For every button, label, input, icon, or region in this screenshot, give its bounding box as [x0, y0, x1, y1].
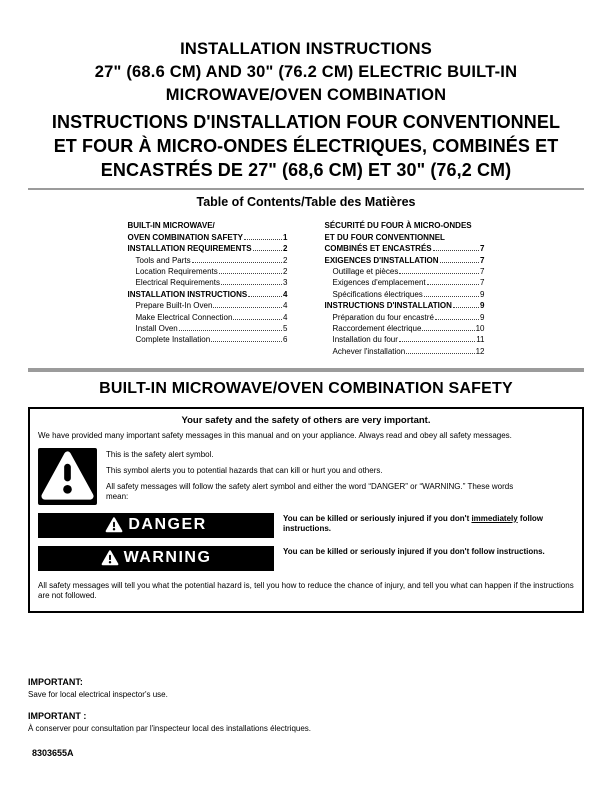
toc-entry-label: Location Requirements: [135, 266, 218, 276]
toc-entry-label: SÉCURITÉ DU FOUR À MICRO-ONDES: [324, 221, 472, 231]
toc-dot-leader: [211, 341, 282, 342]
toc-entry-page: 11: [476, 335, 485, 345]
title-english-line: INSTALLATION INSTRUCTIONS: [180, 40, 432, 58]
toc-entry-page: 12: [475, 346, 485, 356]
toc-entry: [128, 310, 288, 321]
toc-entry-label: Spécifications électriques: [332, 289, 423, 299]
toc-entry-label: INSTRUCTIONS D'INSTALLATION: [324, 301, 452, 311]
warning-triangle-icon: [101, 550, 119, 566]
toc-entry: [325, 265, 485, 276]
toc-entry-label: ET DU FOUR CONVENTIONNEL: [324, 232, 445, 242]
toc-entry: [325, 230, 485, 241]
toc-entry: [325, 219, 485, 230]
toc-entry-page: 7: [480, 266, 485, 276]
danger-row: [38, 513, 574, 538]
toc-entry-page: 9: [480, 312, 485, 322]
important-label-en: IMPORTANT:: [28, 676, 83, 687]
section-heading: BUILT-IN MICROWAVE/OVEN COMBINATION SAFETY: [99, 379, 513, 397]
toc-entry-page: 1: [283, 232, 288, 242]
footer-important-english: [28, 677, 584, 699]
toc-entry-label: INSTALLATION INSTRUCTIONS: [127, 289, 248, 299]
toc-entry-label: INSTALLATION REQUIREMENTS: [127, 244, 252, 254]
toc-dot-leader: [221, 284, 282, 285]
title-french-line: ET FOUR À MICRO-ONDES ÉLECTRIQUES, COMBINÉS ET: [53, 136, 559, 156]
toc-entry: [128, 230, 288, 241]
toc-right-column: [325, 219, 485, 356]
toc-entry: [325, 310, 485, 321]
divider-thin: [28, 188, 584, 190]
title-english-line: 27" (68.6 CM) AND 30" (76.2 CM) ELECTRIC BUILT-IN: [94, 63, 518, 81]
part-number: 8303655A: [32, 747, 74, 758]
toc-dot-leader: [399, 273, 479, 274]
important-label-fr: IMPORTANT :: [28, 710, 87, 721]
safety-alert-row: [38, 448, 574, 505]
toc-entry-label: EXIGENCES D'INSTALLATION: [324, 255, 439, 265]
toc-entry: [325, 242, 485, 253]
toc-left-column: [128, 219, 288, 356]
toc-entry: [128, 333, 288, 344]
toc-dot-leader: [192, 262, 282, 263]
warning-row: [38, 546, 574, 571]
toc-entry-page: 2: [283, 266, 288, 276]
danger-text: [283, 513, 561, 535]
toc-entry: [128, 265, 288, 276]
toc-entry-page: 9: [480, 289, 485, 299]
toc-entry-label: Install Oven: [135, 323, 178, 333]
danger-bar: [38, 513, 274, 538]
toc-entry-page: 2: [283, 244, 288, 254]
toc-entry-page: 7: [480, 244, 485, 254]
safety-intro: We have provided many important safety messages in this manual and on your appliance. Always read and obey all safety messages.: [38, 430, 512, 440]
toc-entry-page: 4: [283, 312, 288, 322]
toc-dot-leader: [433, 250, 479, 251]
toc-entry: [128, 253, 288, 264]
alert-line-2: This symbol alerts you to potential hazards that can kill or hurt you and others.: [106, 465, 383, 475]
footer-important-french: [28, 711, 584, 733]
toc-dot-leader: [440, 262, 479, 263]
toc-entry: [128, 299, 288, 310]
toc-entry-label: OVEN COMBINATION SAFETY: [127, 232, 243, 242]
warning-triangle-icon: [105, 517, 123, 533]
toc-entry-label: Complete Installation: [135, 335, 211, 345]
toc-entry-label: Prepare Built-In Oven: [135, 301, 213, 311]
toc-dot-leader: [424, 296, 479, 297]
toc-entry-label: Make Electrical Connection: [135, 312, 233, 322]
toc-entry: [128, 287, 288, 298]
toc-dot-leader: [219, 273, 282, 274]
safety-box: [28, 407, 584, 613]
toc-dot-leader: [406, 353, 474, 354]
toc-dot-leader: [253, 250, 282, 251]
important-text-fr: À conserver pour consultation par l'inspecteur local des installations électriques.: [28, 723, 312, 733]
toc-entry-page: 2: [283, 255, 288, 265]
toc-entry-label: Outillage et pièces: [332, 266, 399, 276]
toc-entry-page: 3: [283, 278, 288, 288]
toc-dot-leader: [233, 319, 282, 320]
toc-entry-label: COMBINÉS ET ENCASTRÉS: [324, 244, 432, 254]
safety-box-title: Your safety and the safety of others are very important.: [181, 414, 431, 426]
toc-entry-label: Achever l'installation: [332, 346, 406, 356]
toc-dot-leader: [399, 341, 475, 342]
toc-entry-page: 5: [283, 323, 288, 333]
toc-entry-page: 4: [283, 301, 288, 311]
toc-entry: [128, 242, 288, 253]
safety-alert-symbol-icon: [38, 448, 97, 505]
warning-label: WARNING: [123, 549, 212, 567]
toc-dot-leader: [453, 307, 479, 308]
toc-entry-page: 7: [480, 278, 485, 288]
alert-line-3: All safety messages will follow the safety alert symbol and either the word “DANGER” or “WARNING.” These words mean:: [106, 481, 514, 501]
alert-line-1: This is the safety alert symbol.: [106, 449, 214, 459]
toc-entry: [128, 276, 288, 287]
toc-entry: [325, 253, 485, 264]
warning-bar: [38, 546, 274, 571]
toc-heading: Table of Contents/Table des Matières: [196, 195, 416, 209]
toc-entry-page: 10: [475, 323, 485, 333]
toc-entry: [325, 276, 485, 287]
toc-entry: [325, 333, 485, 344]
toc-entry-page: 7: [480, 255, 485, 265]
toc-dot-leader: [244, 239, 282, 240]
toc-dot-leader: [435, 319, 479, 320]
danger-text-after: follow instructions.: [283, 513, 544, 534]
toc-entry-label: Tools and Parts: [135, 255, 191, 265]
title-english: [28, 38, 584, 107]
toc-entry-label: Installation du four: [332, 335, 398, 345]
title-french: [28, 110, 584, 182]
title-french-line: INSTRUCTIONS D'INSTALLATION FOUR CONVENTIONNEL: [51, 112, 561, 132]
important-text-en: Save for local electrical inspector's use.: [28, 689, 168, 699]
title-french-line: ENCASTRÉS DE 27" (68,6 CM) ET 30" (76,2 CM): [100, 160, 512, 180]
toc-entry: [325, 344, 485, 355]
toc-entry: [325, 299, 485, 310]
toc-entry-label: Raccordement électrique: [332, 323, 422, 333]
toc-entry: [325, 322, 485, 333]
title-english-line: MICROWAVE/OVEN COMBINATION: [165, 86, 447, 104]
danger-label: DANGER: [128, 516, 207, 534]
table-of-contents: [28, 219, 584, 356]
toc-entry-page: 4: [283, 289, 288, 299]
danger-text-before: You can be killed or seriously injured if you don't: [283, 513, 472, 523]
danger-text-underlined: immediately: [471, 513, 518, 523]
toc-dot-leader: [427, 284, 479, 285]
toc-dot-leader: [248, 296, 282, 297]
toc-entry: [325, 287, 485, 298]
toc-dot-leader: [213, 307, 282, 308]
toc-entry: [128, 219, 288, 230]
toc-entry-label: Préparation du four encastré: [332, 312, 434, 322]
toc-dot-leader: [179, 330, 282, 331]
toc-entry-label: BUILT-IN MICROWAVE/: [127, 221, 215, 231]
toc-entry-page: 6: [283, 335, 288, 345]
toc-entry-label: Exigences d'emplacement: [332, 278, 426, 288]
divider-thick: [28, 368, 584, 372]
warning-text: You can be killed or seriously injured if you don't follow instructions.: [283, 546, 545, 556]
toc-entry-label: Electrical Requirements: [135, 278, 220, 288]
toc-entry: [128, 322, 288, 333]
safety-alert-text: [106, 448, 526, 505]
safety-outro: All safety messages will tell you what the potential hazard is, tell you how to reduce the chance of injury, and tell you what can happen if the instructions are not followed.: [38, 580, 574, 601]
toc-entry-page: 9: [480, 301, 485, 311]
toc-dot-leader: [422, 330, 474, 331]
